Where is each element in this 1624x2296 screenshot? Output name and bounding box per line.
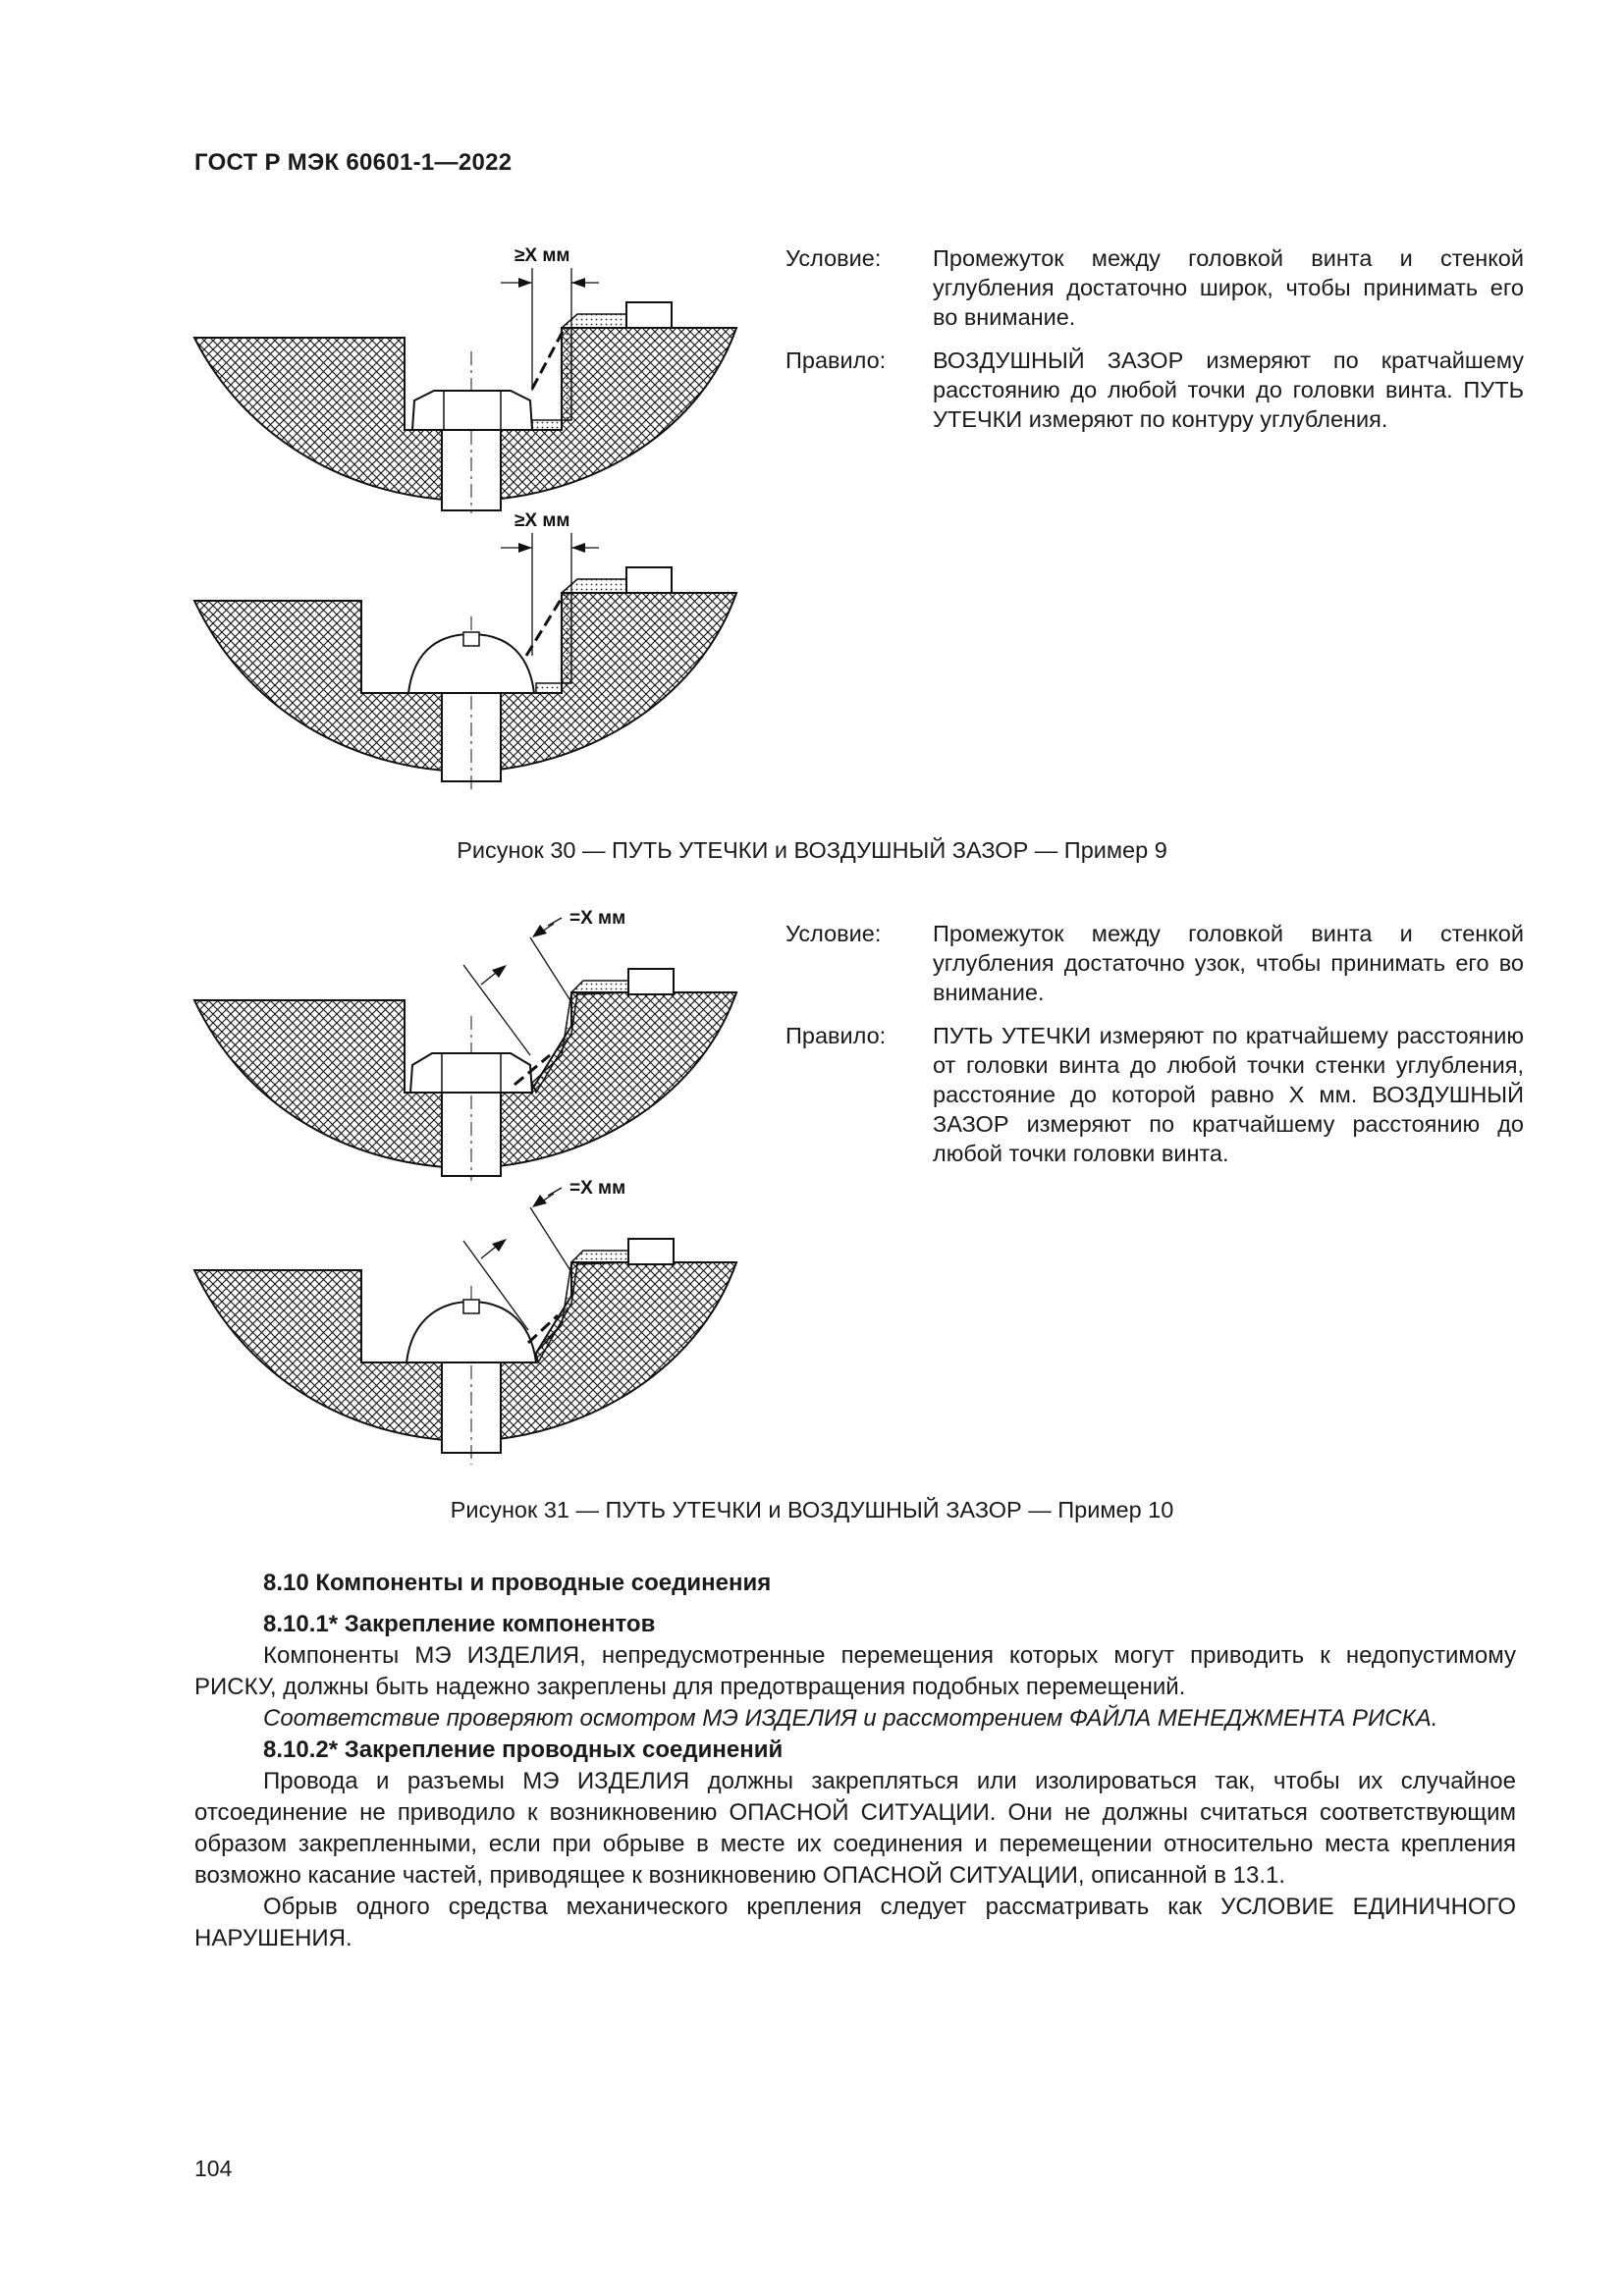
figure-30-drawing-hex bbox=[187, 243, 756, 513]
screw-head-hex bbox=[410, 1053, 532, 1093]
conductive-part bbox=[628, 1239, 674, 1264]
rule-label: Правило: bbox=[785, 1023, 887, 1048]
screw-head-hex bbox=[412, 391, 532, 430]
figure-31-conditions bbox=[785, 919, 1524, 1182]
dimension-label: ≥X мм bbox=[514, 245, 570, 266]
compliance-paragraph: Соответствие проверяют осмотром МЭ ИЗДЕЛИЯ и рассмотрением ФАЙЛА МЕНЕДЖМЕНТА РИСКА. bbox=[263, 1705, 1438, 1732]
figure-30-caption: Рисунок 30 — ПУТЬ УТЕЧКИ и ВОЗДУШНЫЙ ЗАЗОР — Пример 9 bbox=[457, 837, 1167, 863]
dimension-label: ≥X мм bbox=[514, 510, 570, 531]
figure-31-drawing-hex bbox=[187, 908, 756, 1183]
condition-text: Промежуток между головкой винта и стенкой углубления достаточно узок, чтобы принимать его во внимание. bbox=[933, 921, 1524, 1005]
figure-31-caption: Рисунок 31 — ПУТЬ УТЕЧКИ и ВОЗДУШНЫЙ ЗАЗОР — Пример 10 bbox=[450, 1497, 1174, 1522]
dimension-label: =X мм bbox=[569, 1178, 626, 1199]
subsection-title: 8.10.2* Закрепление проводных соединений bbox=[263, 1736, 784, 1763]
condition-label: Условие: bbox=[785, 921, 882, 946]
subsection-title: 8.10.1* Закрепление компонентов bbox=[263, 1611, 656, 1637]
paragraph: Провода и разъемы МЭ ИЗДЕЛИЯ должны закрепляться или изолироваться так, чтобы их случайное отсоединение не приводило к возникновению ОПАСНОЙ СИТУАЦИИ. Они не должны считаться соответствующим образом закрепленными, если при обрыве в месте их соединения и перемещении относительно места крепления возможно касание частей, приводящее к возникновению ОПАСНОЙ СИТУАЦИИ, описанной в 13.1. bbox=[194, 1768, 1516, 1889]
paragraph: Компоненты МЭ ИЗДЕЛИЯ, непредусмотренные перемещения которых могут приводить к недопустимому РИСКУ, должны быть надежно закреплены для предотвращения подобных перемещений. bbox=[194, 1642, 1516, 1700]
section-8-10 bbox=[194, 1568, 1516, 1954]
dimension-label: =X мм bbox=[569, 908, 626, 929]
section-title: 8.10 Компоненты и проводные соединения bbox=[263, 1570, 772, 1596]
rule-text: ПУТЬ УТЕЧКИ измеряют по кратчайшему расстоянию от головки винта до любой точки стенки углубления, расстояние до которой равно X мм. ВОЗДУШНЫЙ ЗАЗОР измеряют по кратчайшему расстоянию до любой точки головки винта. bbox=[933, 1023, 1524, 1166]
conductive-part bbox=[628, 969, 674, 994]
condition-label: Условие: bbox=[785, 245, 882, 271]
figure-30-drawing-round bbox=[187, 508, 756, 803]
rule-text: ВОЗДУШНЫЙ ЗАЗОР измеряют по кратчайшему расстоянию до любой точки до головки винта. ПУТЬ УТЕЧКИ измеряют по контуру углубления. bbox=[933, 347, 1524, 432]
paragraph: Обрыв одного средства механического крепления следует рассматривать как УСЛОВИЕ ЕДИНИЧНОГО НАРУШЕНИЯ. bbox=[194, 1894, 1516, 1951]
figure-31-drawing-round bbox=[187, 1178, 756, 1472]
condition-text: Промежуток между головкой винта и стенкой углубления достаточно широк, чтобы принимать его во внимание. bbox=[933, 245, 1524, 330]
rule-label: Правило: bbox=[785, 347, 887, 373]
document-header: ГОСТ Р МЭК 60601-1—2022 bbox=[194, 149, 513, 176]
figure-30-conditions bbox=[785, 243, 1524, 448]
conductive-part bbox=[626, 302, 672, 328]
conductive-part bbox=[626, 567, 672, 593]
page-number: 104 bbox=[194, 2156, 233, 2181]
